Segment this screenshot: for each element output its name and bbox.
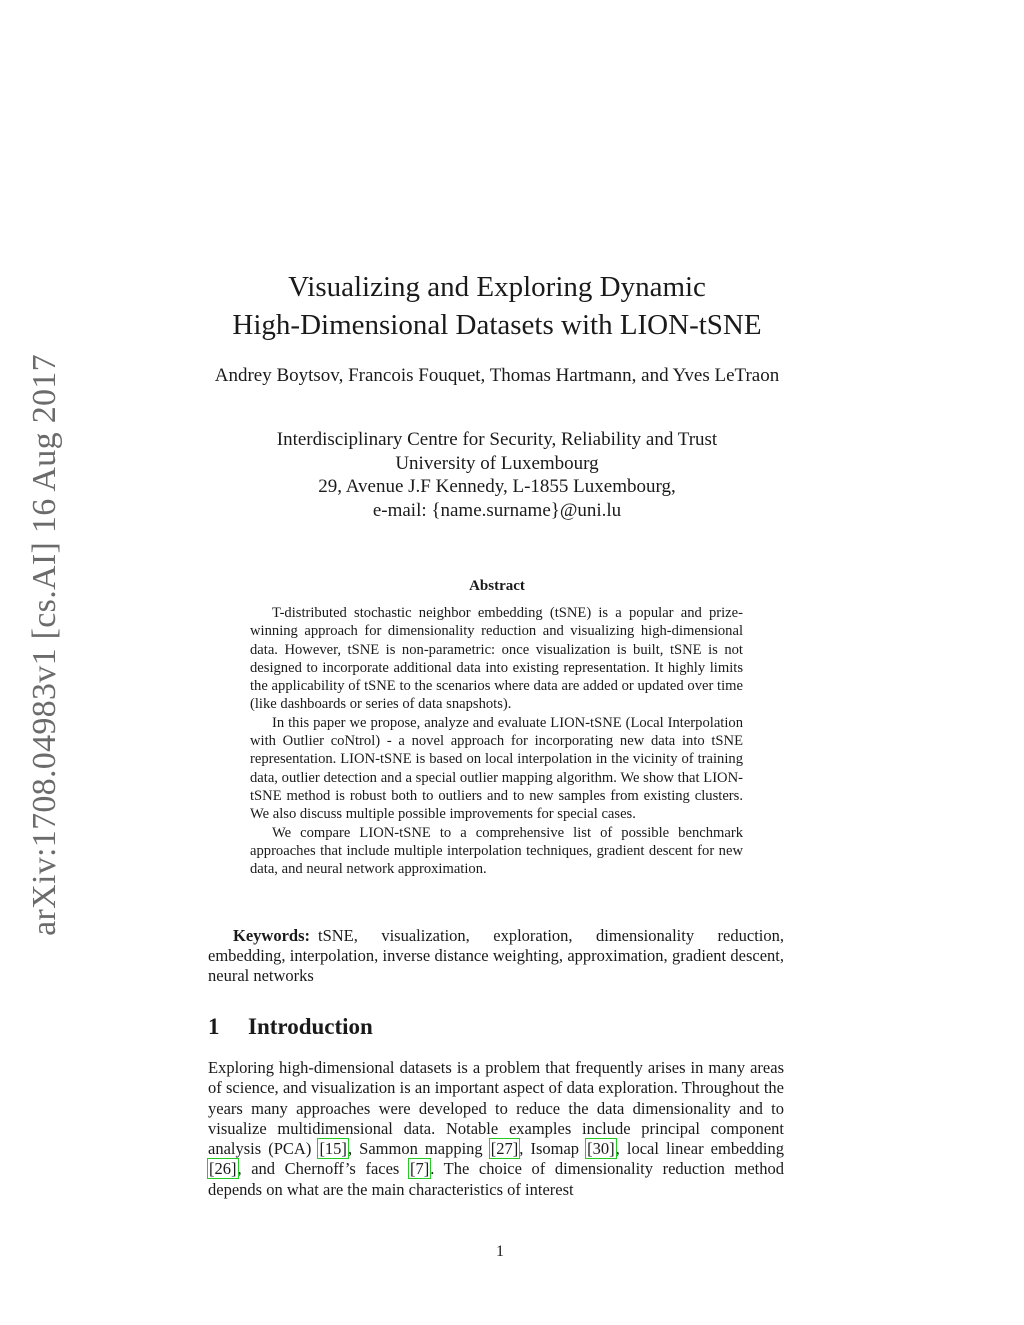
affiliation-block bbox=[195, 428, 799, 522]
keywords-text: tSNE, visualization, exploration, dimensionality reduction, embedding, interpolation, inverse distance weighting, approximation, gradient descent, neural networks bbox=[208, 926, 784, 985]
section-title: Introduction bbox=[248, 1014, 373, 1039]
page-number: 1 bbox=[496, 1243, 504, 1260]
author-list: Andrey Boytsov, Francois Fouquet, Thomas Hartmann, and Yves LeTraon bbox=[214, 365, 780, 386]
citation-link[interactable]: [15] bbox=[319, 1139, 347, 1159]
intro-text: , Isomap bbox=[519, 1139, 587, 1159]
abstract-paragraph: We compare LION-tSNE to a comprehensive list of possible benchmark approaches that include multiple interpolation techniques, gradient descent for new data, and neural network approximation. bbox=[250, 824, 743, 878]
affiliation-institute: Interdisciplinary Centre for Security, Reliability and Trust bbox=[276, 429, 718, 450]
citation-link[interactable]: [7] bbox=[409, 1159, 430, 1179]
abstract-paragraph: T-distributed stochastic neighbor embedding (tSNE) is a popular and prize-winning approach for dimensionality reduction and visualizing high-dimensional data. However, tSNE is non-parametric: once visualization is built, tSNE is not designed to incorporate additional data into existing representation. It highly limits the applicability of tSNE to the scenarios where data are added or updated over time (like dashboards or series of data snapshots). bbox=[250, 605, 743, 713]
affiliation-address: 29, Avenue J.F Kennedy, L-1855 Luxembourg, bbox=[318, 476, 676, 497]
intro-text: , local linear embedding bbox=[615, 1139, 784, 1159]
affiliation-university: University of Luxembourg bbox=[395, 452, 599, 474]
citation-link[interactable]: [26] bbox=[209, 1159, 237, 1179]
introduction-paragraph bbox=[208, 1058, 784, 1200]
intro-text: , Sammon mapping bbox=[347, 1139, 490, 1159]
citation-link[interactable]: [27] bbox=[490, 1139, 519, 1159]
title-line-1: Visualizing and Exploring Dynamic bbox=[288, 271, 706, 303]
abstract-paragraph: In this paper we propose, analyze and evaluate LION-tSNE (Local Interpolation with Outlier coNtrol) - a novel approach for incorporating new data into tSNE representation. LION-tSNE is based on local interpolation in the vicinity of training data, outlier detection and a special outlier mapping algorithm. We show that LION-tSNE method is robust both to outliers and to new samples from existing clusters. We also discuss multiple possible improvements for special cases. bbox=[250, 714, 743, 823]
abstract-body bbox=[250, 604, 743, 878]
paper-title bbox=[180, 268, 814, 344]
section-number: 1 bbox=[208, 1014, 220, 1039]
abstract-heading: Abstract bbox=[469, 578, 525, 594]
intro-text: , and Chernoff’s faces bbox=[237, 1159, 409, 1179]
arxiv-identifier: arXiv:1708.04983v1 [cs.AI] 16 Aug 2017 bbox=[26, 354, 63, 936]
keywords-label: Keywords: bbox=[233, 926, 310, 945]
intro-text: Exploring high-dimensional datasets is a problem that frequently arises in many areas of science, and visualization is an important aspect of data exploration. Throughout the years many approaches were developed to reduce the data dimensionality and to visualize multidimensional data. Notable examples include principal component analysis (PCA) bbox=[208, 1058, 784, 1159]
intro-text: . The choice of dimensionality reduction method depends on what are the main characteristics of interest bbox=[208, 1159, 785, 1199]
section-heading bbox=[208, 1014, 373, 1040]
affiliation-email: e-mail: {name.surname}@uni.lu bbox=[372, 499, 622, 521]
keywords-block bbox=[208, 926, 784, 986]
title-line-2: High-Dimensional Datasets with LION-tSNE bbox=[232, 309, 762, 341]
citation-link[interactable]: [30] bbox=[587, 1139, 615, 1159]
